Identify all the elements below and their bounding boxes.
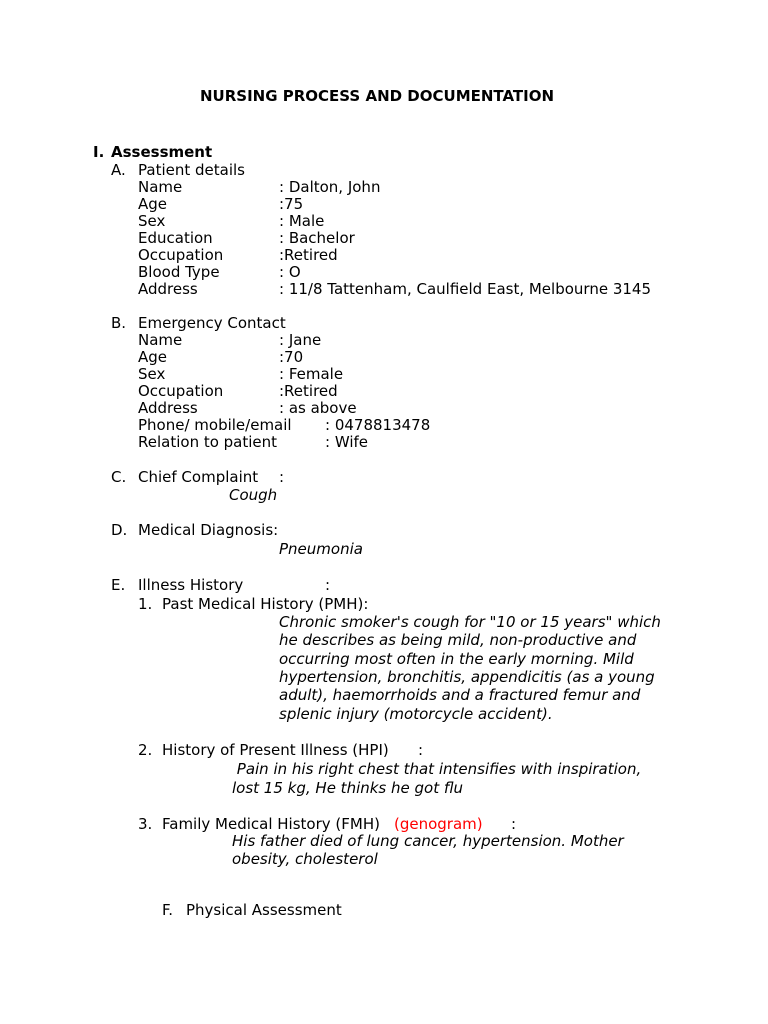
fmh-text-line: His father died of lung cancer, hypertension. Mother <box>232 832 624 850</box>
hpi-text-line: lost 15 kg, He thinks he got flu <box>232 779 464 797</box>
subsection-letter-d: D. <box>111 521 128 539</box>
field-label: Sex <box>138 365 166 383</box>
field-label: Phone/ mobile/email <box>138 416 292 434</box>
page-title: NURSING PROCESS AND DOCUMENTATION <box>200 87 555 105</box>
pmh-text-line: splenic injury (motorcycle accident). <box>279 705 553 723</box>
patient-name-value: : Dalton, John <box>279 178 381 196</box>
contact-age-value: :70 <box>279 348 304 366</box>
field-label: Occupation <box>138 382 224 400</box>
pmh-text-line: he describes as being mild, non-productive and <box>279 631 637 649</box>
patient-occupation-value: :Retired <box>279 246 338 264</box>
illness-history-heading: Illness History <box>138 576 244 594</box>
list-number: 3. <box>138 815 153 833</box>
hpi-colon: : <box>418 741 424 759</box>
contact-address-value: : as above <box>279 399 357 417</box>
medical-diagnosis-value: Pneumonia <box>279 540 363 558</box>
physical-assessment-heading: Physical Assessment <box>186 901 342 919</box>
fmh-heading: Family Medical History (FMH) <box>162 815 380 833</box>
subsection-letter-b: B. <box>111 314 127 332</box>
patient-education-value: : Bachelor <box>279 229 355 247</box>
section-number: I. <box>93 143 105 161</box>
field-label: Education <box>138 229 213 247</box>
field-label: Occupation <box>138 246 224 264</box>
contact-relation-value: : Wife <box>325 433 369 451</box>
field-label: Age <box>138 348 168 366</box>
genogram-highlight: (genogram) <box>394 815 483 833</box>
contact-sex-value: : Female <box>279 365 344 383</box>
medical-diagnosis-heading: Medical Diagnosis: <box>138 521 279 539</box>
list-number: 2. <box>138 741 153 759</box>
patient-sex-value: : Male <box>279 212 325 230</box>
subsection-letter-f: F. <box>162 901 173 919</box>
list-number: 1. <box>138 595 153 613</box>
illness-history-colon: : <box>325 576 331 594</box>
hpi-text-line: Pain in his right chest that intensifies with inspiration, <box>232 760 642 778</box>
patient-address-value: : 11/8 Tattenham, Caulfield East, Melbourne 3145 <box>279 280 651 298</box>
emergency-contact-heading: Emergency Contact <box>138 314 286 332</box>
section-heading: Assessment <box>111 143 213 161</box>
chief-complaint-heading: Chief Complaint <box>138 468 259 486</box>
field-label: Relation to patient <box>138 433 278 451</box>
subsection-letter-e: E. <box>111 576 126 594</box>
subsection-letter-c: C. <box>111 468 127 486</box>
field-label: Sex <box>138 212 166 230</box>
pmh-text-line: occurring most often in the early morning. Mild <box>279 650 634 668</box>
patient-age-value: :75 <box>279 195 304 213</box>
patient-details-heading: Patient details <box>138 161 245 179</box>
pmh-heading: Past Medical History (PMH): <box>162 595 369 613</box>
field-label: Name <box>138 331 183 349</box>
field-label: Address <box>138 399 198 417</box>
hpi-heading: History of Present Illness (HPI) <box>162 741 389 759</box>
pmh-text-line: adult), haemorrhoids and a fractured femur and <box>279 686 641 704</box>
contact-phone-value: : 0478813478 <box>325 416 431 434</box>
patient-blood-type-value: : O <box>279 263 301 281</box>
pmh-text-line: Chronic smoker's cough for "10 or 15 years" which <box>279 613 661 631</box>
pmh-text-line: hypertension, bronchitis, appendicitis (as a young <box>279 668 655 686</box>
field-label: Name <box>138 178 183 196</box>
field-label: Address <box>138 280 198 298</box>
fmh-colon: : <box>511 815 517 833</box>
contact-occupation-value: :Retired <box>279 382 338 400</box>
subsection-letter-a: A. <box>111 161 126 179</box>
contact-name-value: : Jane <box>279 331 322 349</box>
field-label: Blood Type <box>138 263 220 281</box>
fmh-text-line: obesity, cholesterol <box>232 850 378 868</box>
field-label: Age <box>138 195 168 213</box>
chief-complaint-colon: : <box>279 468 285 486</box>
chief-complaint-value: Cough <box>229 486 278 504</box>
